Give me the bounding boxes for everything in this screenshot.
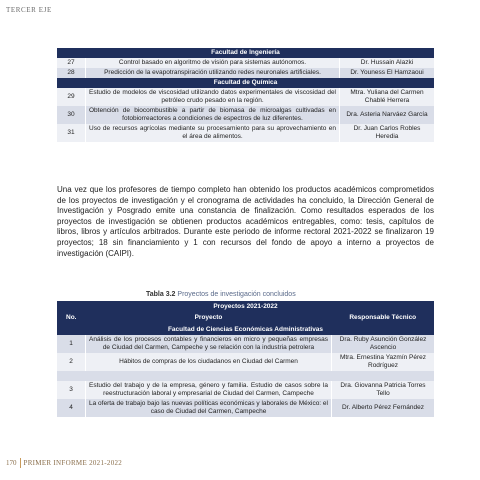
project-title: Análisis de los procesos contables y financieros en micro y pequeñas empresas de Ciudad del Carmen, Campeche y se relación con la industria petrolera	[86, 335, 332, 353]
section-row-ingenieria	[57, 48, 434, 58]
row-number: 28	[57, 68, 86, 78]
body-paragraph: Una vez que los profesores de tiempo completo han obtenido los productos académicos comprometidos de los proyectos de investigación y el cronograma de actividades ha concluido, la Dirección General de Investigación y Posgrado emite una constancia de finalización. Como resultados esperados de los proyectos de investigación se obtienen productos académicos entregables, como: tesis, capítulos de libros, libros y artículos arbitrados. Durante este periodo de informe rectoral 2021-2022 se finalizaron 19 proyectos; 18 sin financiamiento y 1 con recursos del fondo de apoyo a interno a proyectos de investigación (CAIPI).	[57, 185, 434, 258]
project-title: Uso de recursos agrícolas mediante su procesamiento para su aprovechamiento en el área de alimentos.	[86, 124, 340, 142]
project-title: Obtención de biocombustible a partir de biomasa de microalgas cultivadas en fotobiorreactores a condiciones de espectros de luz diferentes.	[86, 106, 340, 124]
section-title: Facultad de Ciencias Económicas Administrativas	[57, 324, 434, 335]
responsible: Dr. Hussain Alazki	[340, 58, 435, 68]
responsible: Dr. Alberto Pérez Fernández	[332, 399, 435, 417]
section-title: Facultad de Ingeniería	[211, 49, 280, 56]
running-head: TERCER EJE	[6, 6, 52, 14]
footer-divider	[20, 458, 21, 468]
responsible: Mtra. Yuliana del Carmen Chablé Herrera	[340, 88, 435, 106]
project-title: Predicción de la evapotranspiración utilizando redes neuronales artificiales.	[86, 68, 340, 78]
responsible: Dr. Youness El Hamzaoui	[340, 68, 435, 78]
caption-text: Proyectos de investigación concluidos	[177, 291, 296, 298]
responsible: Dra. Asteria Narváez García	[340, 106, 435, 124]
year-header-row	[57, 301, 434, 312]
table-row	[57, 381, 434, 399]
project-title: Estudio de modelos de viscosidad utilizando datos experimentales de viscosidad del petróleo crudo pesado en la región.	[86, 88, 340, 106]
row-number: 1	[57, 335, 86, 353]
row-number: 30	[57, 106, 86, 124]
faculty-projects-table	[57, 48, 434, 142]
caption-label: Tabla 3.2	[146, 291, 176, 298]
table-row	[57, 58, 434, 68]
row-number: 4	[57, 399, 86, 417]
report-title: PRIMER INFORME 2021-2022	[23, 459, 123, 467]
page-number: 170	[6, 459, 17, 467]
section-row-quimica	[57, 78, 434, 88]
project-title: Estudio del trabajo y de la empresa, género y familia. Estudio de casos sobre la reestructuración laboral y empresarial de Ciudad del Carmen, Campeche	[86, 381, 332, 399]
project-title: Hábitos de compras de los ciudadanos en Ciudad del Carmen	[86, 353, 332, 371]
spacer-row	[57, 371, 434, 381]
responsible: Dra. Ruby Asunción González Ascencio	[332, 335, 435, 353]
row-number: 3	[57, 381, 86, 399]
row-number: 29	[57, 88, 86, 106]
row-number: 31	[57, 124, 86, 142]
table-row	[57, 68, 434, 78]
project-title: La oferta de trabajo bajo las nuevas políticas económicas y laborales de México: el caso de Ciudad del Carmen, Campeche	[86, 399, 332, 417]
section-title: Facultad de Química	[213, 79, 278, 86]
table-row	[57, 353, 434, 371]
completed-projects-table	[57, 301, 434, 417]
responsible: Dra. Giovanna Patricia Torres Tello	[332, 381, 435, 399]
spacer-cell	[57, 371, 434, 381]
responsible: Mtra. Ernestina Yazmín Pérez Rodríguez	[332, 353, 435, 371]
page-footer	[6, 458, 122, 468]
column-header-project: Proyecto	[86, 312, 332, 324]
project-title: Control basado en algoritmo de visión para sistemas autónomos.	[86, 58, 340, 68]
row-number: 2	[57, 353, 86, 371]
table-row	[57, 335, 434, 353]
table-caption	[146, 291, 296, 298]
year-title: Proyectos 2021-2022	[57, 301, 434, 312]
row-number: 27	[57, 58, 86, 68]
column-header-no: No.	[57, 312, 86, 324]
table-row	[57, 106, 434, 124]
section-row-fcea	[57, 324, 434, 335]
table-row	[57, 88, 434, 106]
column-header-responsible: Responsable Técnico	[332, 312, 435, 324]
table-row	[57, 399, 434, 417]
column-header-row	[57, 312, 434, 324]
table-row	[57, 124, 434, 142]
responsible: Dr. Juan Carlos Robles Heredia	[340, 124, 435, 142]
